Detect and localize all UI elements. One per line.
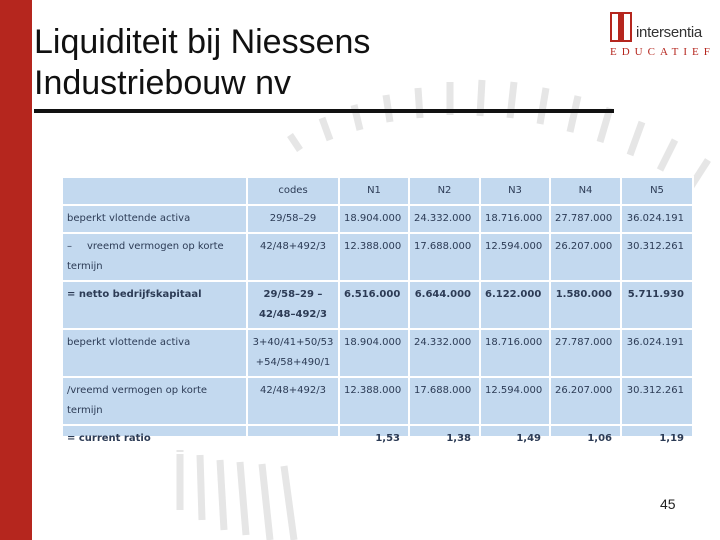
row-label: = netto bedrijfskapitaal	[62, 281, 247, 329]
row-label: vreemd vermogen op korte termijn	[67, 241, 224, 272]
header-n1: N1	[339, 177, 409, 205]
row-prefix: –	[67, 241, 72, 252]
logo-name: intersentia	[636, 24, 702, 41]
row-value: 36.024.191	[621, 205, 693, 233]
header-n5: N5	[621, 177, 693, 205]
row-value: 24.332.000	[409, 329, 480, 377]
row-value: 30.312.261	[621, 377, 693, 425]
row-value: 27.787.000	[550, 329, 621, 377]
table-row	[62, 205, 693, 233]
row-label: beperkt vlottende activa	[62, 329, 247, 377]
table-row	[62, 233, 693, 281]
row-value: 1,19	[621, 425, 693, 453]
row-label: = current ratio	[62, 425, 247, 453]
header-codes: codes	[247, 177, 339, 205]
row-value: 26.207.000	[550, 233, 621, 281]
slide-title	[34, 22, 454, 104]
row-code: 29/58–29	[247, 205, 339, 233]
slide-title-line1: Liquiditeit bij Niessens	[34, 23, 371, 61]
intersentia-logo	[608, 10, 714, 66]
row-value: 30.312.261	[621, 233, 693, 281]
row-value: 12.388.000	[339, 377, 409, 425]
logo-subtitle: EDUCATIEF	[610, 46, 715, 58]
title-underline	[34, 109, 614, 113]
row-value: 17.688.000	[409, 233, 480, 281]
row-label: /vreemd vermogen op korte termijn	[62, 377, 247, 425]
table-row	[62, 329, 693, 377]
table-row	[62, 281, 693, 329]
row-value: 1.580.000	[550, 281, 621, 329]
table-header-row	[62, 177, 693, 205]
row-code: 42/48+492/3	[247, 377, 339, 425]
row-value: 12.388.000	[339, 233, 409, 281]
table-row	[62, 377, 693, 425]
header-label	[62, 177, 247, 205]
header-n2: N2	[409, 177, 480, 205]
row-code: 42/48+492/3	[247, 233, 339, 281]
row-value: 36.024.191	[621, 329, 693, 377]
row-code: 3+40/41+50/53 +54/58+490/1	[247, 329, 339, 377]
row-label-cell	[62, 233, 247, 281]
liquidity-table	[61, 176, 692, 444]
row-value: 27.787.000	[550, 205, 621, 233]
page-number: 45	[660, 496, 676, 512]
header-n4: N4	[550, 177, 621, 205]
slide-title-line2: Industriebouw nv	[34, 64, 292, 102]
row-value: 6.122.000	[480, 281, 550, 329]
table-row	[62, 425, 693, 453]
row-value: 6.516.000	[339, 281, 409, 329]
row-value: 1,53	[339, 425, 409, 453]
row-code	[247, 425, 339, 453]
row-code: 29/58–29 –42/48–492/3	[247, 281, 339, 329]
row-value: 1,06	[550, 425, 621, 453]
row-label: beperkt vlottende activa	[62, 205, 247, 233]
row-value: 5.711.930	[621, 281, 693, 329]
row-value: 18.716.000	[480, 205, 550, 233]
row-value: 18.904.000	[339, 329, 409, 377]
row-value: 18.904.000	[339, 205, 409, 233]
row-value: 26.207.000	[550, 377, 621, 425]
row-value: 17.688.000	[409, 377, 480, 425]
row-value: 12.594.000	[480, 233, 550, 281]
header-n3: N3	[480, 177, 550, 205]
row-value: 1,38	[409, 425, 480, 453]
row-value: 6.644.000	[409, 281, 480, 329]
left-accent-bar	[0, 0, 32, 540]
row-value: 12.594.000	[480, 377, 550, 425]
row-value: 24.332.000	[409, 205, 480, 233]
row-value: 18.716.000	[480, 329, 550, 377]
logo-mark-icon	[610, 12, 632, 42]
row-value: 1,49	[480, 425, 550, 453]
